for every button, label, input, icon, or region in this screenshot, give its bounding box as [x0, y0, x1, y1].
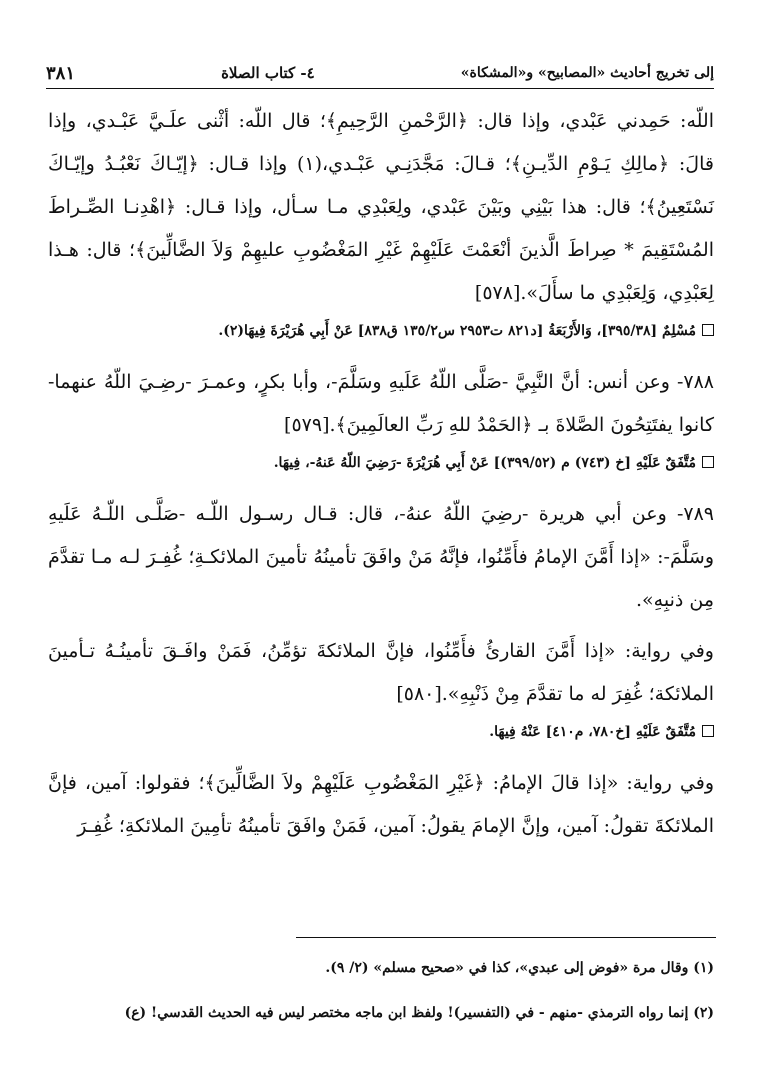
page-body — [48, 100, 714, 848]
hadith-788: ٧٨٨- وعن أنس: أنَّ النَّبِيَّ -صَلَّى اللّهُ عَلَيهِ وسَلَّمَ-، وأبا بكرٍ، وعمـرَ -رضِـيَ اللّهُ عنهما- كانوا يفتَتِحُونَ الصَّلاةَ بـ ﴿الحَمْدُ للهِ رَبِّ العالَمِينَ﴾.[٥٧٩] — [48, 371, 714, 436]
square-bullet-icon — [702, 725, 714, 737]
running-title: إلى تخريج أحاديث «المصابيح» و«المشكاة» — [460, 65, 714, 81]
source-note: مُتَّفَقٌ عَلَيْهِ [خ٧٨٠، م٤١٠] عَنْهُ فِيهَا. — [48, 720, 714, 744]
footnote-divider — [296, 937, 716, 938]
footnote-2: (٢) إنما رواه الترمذي -منهم - في (التفسير)! ولفظ ابن ماجه مختصر ليس فيه الحديث القدسي! (ع) — [124, 1005, 714, 1021]
hadith-787-continuation: اللّه: حَمِدني عَبْدي، وإذا قال: ﴿الرَّحْمنِ الرَّحِيمِ﴾؛ قال اللّه: أثْنى علَـيَّ عَبْـدي، وإذا قالَ: ﴿مالِكِ يَـوْمِ الدِّيـنِ﴾؛ قـالَ: مَجَّدَنِـي عَبْـدي،(١) وإذا قـال: ﴿إيّـاكَ نَعْبُـدُ وإيّـاكَ نَسْتَعِينُ﴾؛ قال: هذا بَيْنِي وبَيْنَ عَبْدي، ولِعَبْدِي مـا سـأل، وإذا قـال: ﴿اهْدِنـا الصِّـراطَ المُسْتَقِيمَ * صِراطَ الَّذينَ أنْعَمْتَ عَلَيْهِمْ غَيْرِ المَغْضُوبِ عليهِمْ وَلاَ الضَّالِّينَ﴾؛ قال: هـذا لِعَبْدِي، وَلِعَبْدِي ما سأَلَ».[٥٧٨] — [48, 110, 714, 304]
footnote-1: (١) وقال مرة «فوض إلى عبدي»، كذا في «صحيح مسلم» (٢/ ٩). — [325, 960, 714, 976]
page-number: ٣٨١ — [46, 62, 76, 84]
page-header — [46, 58, 714, 89]
chapter-title: ٤- كتاب الصلاة — [221, 64, 315, 82]
source-note: مُتَّفَقٌ عَلَيْهِ [خ (٧٤٣) م (٣٩٩/٥٢)] عَنْ أَبِي هُرَيْرَةَ -رَضِيَ اللّهُ عَنهُ-، فِيهَا. — [48, 451, 714, 475]
hadith-789-variant-2: وفي رواية: «إذا قالَ الإمامُ: ﴿غَيْرِ المَغْضُوبِ عَلَيْهِمْ ولاَ الضَّالِّينَ﴾؛ فقولوا: آمين، فإنَّ الملائكةَ تقولُ: آمين، وإنَّ الإمامَ يقولُ: آمين، فَمَنْ وافَقَ تأمينُهُ تأمِينَ الملائكةِ؛ غُفِـرَ — [48, 772, 714, 837]
square-bullet-icon — [702, 456, 714, 468]
hadith-789-variant: وفي رواية: «إذا أَمَّنَ القارئُ فأَمِّنُوا، فإنَّ الملائكةَ تؤمِّنُ، فَمَنْ وافَـقَ تأمينُـهُ تـأمينَ الملائكة؛ غُفِرَ له ما تقدَّمَ مِنْ ذَنْبِهِ».[٥٨٠] — [48, 640, 714, 705]
square-bullet-icon — [702, 324, 714, 336]
source-note: مُسْلِمٌ [٣٩٥/٣٨]، وَالأَرْبَعَةُ [د٨٢١ ت٢٩٥٣ س١٣٥/٢ ق٨٣٨] عَنْ أَبِي هُرَيْرَةَ فِيهَا(٢). — [48, 319, 714, 343]
hadith-789: ٧٨٩- وعن أبي هريرة -رضِيَ اللّهُ عنهُ-، قال: قـال رسـول اللّـه -صَلَّـى اللّـهُ عَلَيهِ وسَلَّمَ-: «إذا أَمَّنَ الإمامُ فأَمِّنُوا، فإنَّهُ مَنْ وافَقَ تأمينُهُ تأمينَ الملائكـةِ؛ غُفِـرَ لـه مـا تقدَّمَ مِن ذنبِهِ». — [48, 503, 714, 611]
